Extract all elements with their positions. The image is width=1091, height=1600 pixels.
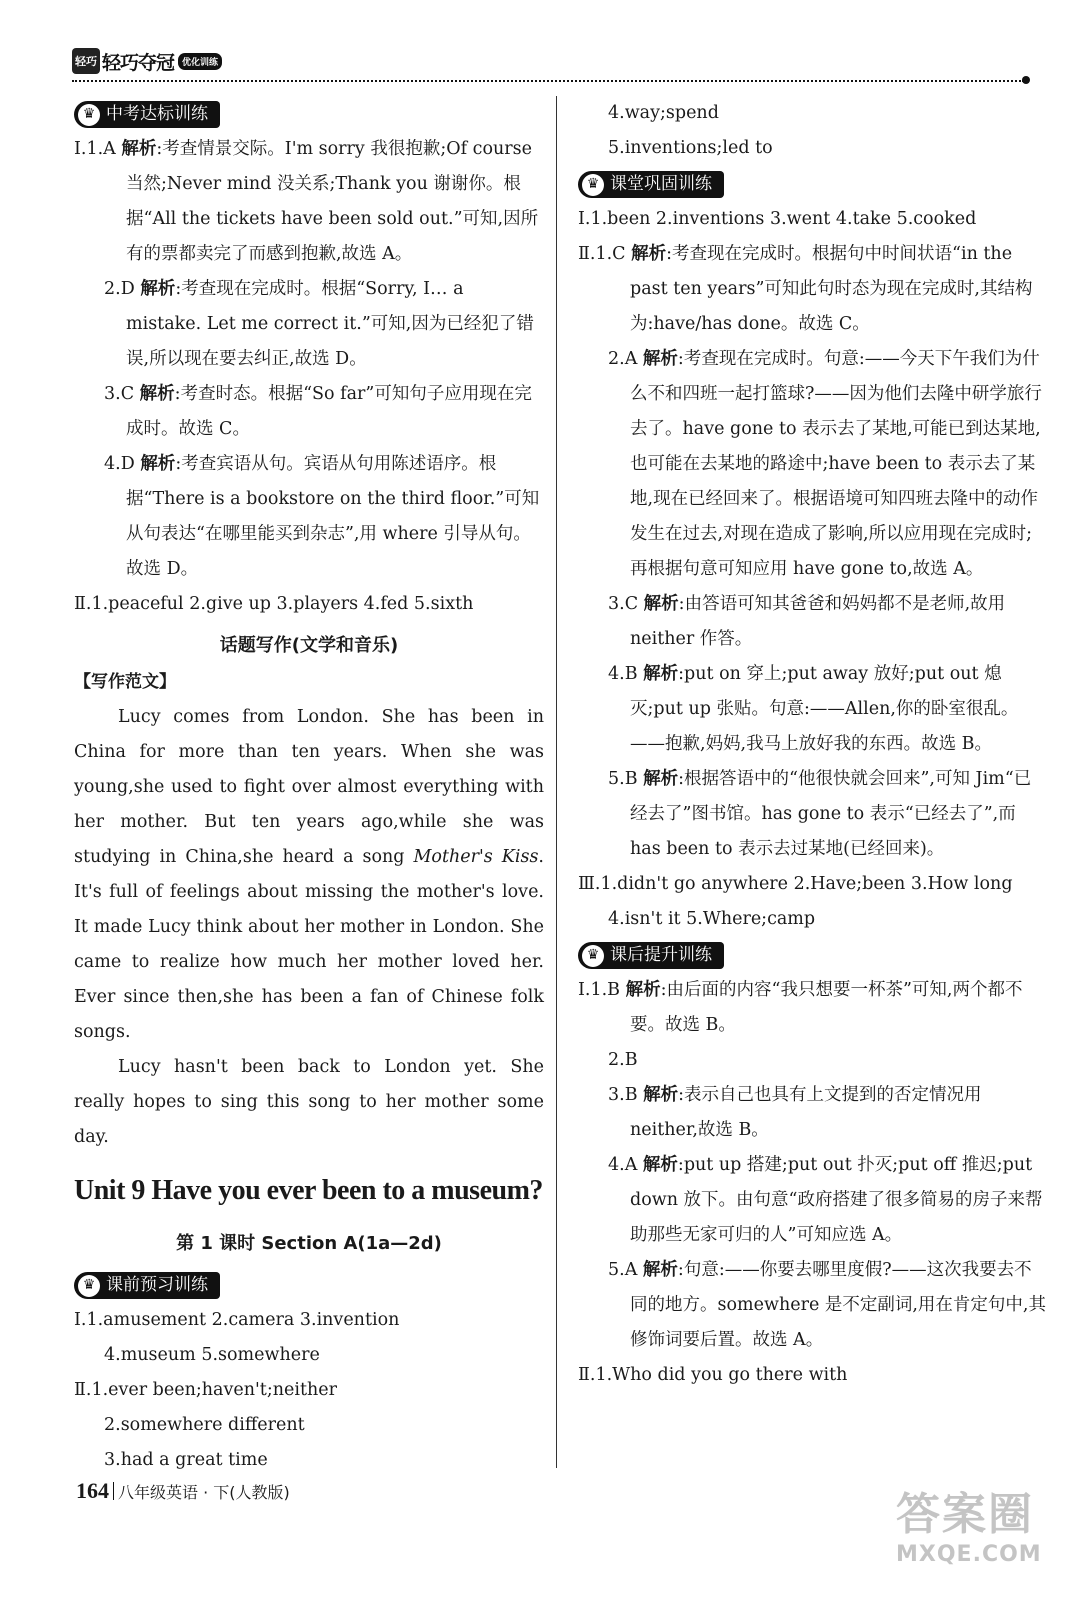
answer-line: 4.way;spend [608,103,719,123]
logo-subtitle: 优化训练 [178,53,222,70]
watermark-logo: 答案圈 [896,1489,1034,1540]
section-badge-classroom: ♛ 课堂巩固训练 [578,171,724,198]
answer-item: Ⅱ.1.C 解析:考查现在完成时。根据句中时间状语“in the past ten years”可知此句时态为现在完成时,其结构为:have/has done。故选 C。 [578,244,1033,334]
lesson-title: 第 1 课时 Section A(1a—2d) [176,1233,442,1254]
section-badge-after-class: ♛ 课后提升训练 [578,942,724,969]
answer-item: 5.A 解析:句意:——你要去哪里度假?——这次我要去不同的地方。somewhere 是不定副词,用在肯定句中,其修饰词要后置。故选 A。 [608,1260,1046,1350]
answer-item: 3.C 解析:考查时态。根据“So far”可知句子应用现在完成时。故选 C。 [104,384,532,439]
column-divider [556,96,557,1468]
sample-label: 【写作范文】 [74,672,176,692]
answer-line: Ⅱ.1.ever been;haven't;neither [74,1380,337,1400]
watermark-url: MXQE.COM [896,1542,1042,1567]
unit-title: Unit 9 Have you ever been to a museum? [74,1175,543,1206]
answer-item: Ⅰ.1.A 解析:考查情景交际。I'm sorry 我很抱歉;Of course 当然;Never mind 没关系;Thank you 谢谢你。根据“All the tickets have been sold out.”可知,因所有的票都卖完了而感到抱歉,故选 A。 [74,139,539,264]
song-title: Mother's Kiss [413,847,539,867]
answer-item: 2.D 解析:考查现在完成时。根据“Sorry, I… a mistake. Let me correct it.”可知,因为已经犯了错误,所以现在要去纠正,故选 D。 [104,279,534,369]
answer-line: 3.had a great time [104,1450,268,1470]
answer-item: 4.A 解析:put up 搭建;put out 扑灭;put off 推迟;put down 放下。由句意“政府搭建了很多简易的房子来帮助那些无家可归的人”可知应选 A。 [608,1155,1043,1245]
book-title: 八年级英语 · 下(人教版) [118,1483,290,1502]
sample-paragraph-1: Lucy comes from London. She has been in China for more than ten years. When she was young,she used to fight over almost everything with her mother. But ten years ago,while she was studying in China,she heard a song Mother's Kiss. It's full of feelings about missing the mother's love. It made Lucy think about her mother in London. She came to realize how much her mother loved her. Ever since then,she has been a fan of Chinese folk songs. [74,707,544,1042]
left-column [74,96,544,1478]
answer-item: 2.A 解析:考查现在完成时。句意:——今天下午我们为什么不和四班一起打篮球?——因为他们去隆中研学旅行去了。have gone to 表示去了某地,可能已到达某地,也可能在去某地的路途中;have been to 表示去了某地,现在已经回来了。根据语境可知四班去隆中的动作发生在过去,对现在造成了影响,所以应用现在完成时;再根据句意可知应用 have gone to,故选 A。 [608,349,1042,579]
answer-item: 5.B 解析:根据答语中的“他很快就会回来”,可知 Jim“已经去了”图书馆。has gone to 表示“已经去了”,而 has been to 表示去过某地(已经回来)。 [608,769,1032,859]
header-dot [1022,76,1030,84]
sample-paragraph-2: Lucy hasn't been back to London yet. She really hopes to sing this song to her mother some day. [74,1057,544,1147]
logo-text: 轻巧夺冠 [102,51,175,74]
answer-item: 2.B [608,1050,638,1070]
logo-mark-icon: 轻巧 [72,48,100,74]
answer-line: Ⅰ.1.amusement 2.camera 3.invention [74,1310,400,1330]
answer-line: Ⅰ.1.been 2.inventions 3.went 4.take 5.cooked [578,209,977,229]
crown-icon: ♛ [78,1275,100,1297]
answer-item: 3.B 解析:表示自己也具有上文提到的否定情况用 neither,故选 B。 [608,1085,982,1140]
brand-logo [72,46,222,76]
answer-line: Ⅲ.1.didn't go anywhere 2.Have;been 3.How long [578,874,1013,894]
page-header [72,46,1030,86]
section-badge-exam: ♛ 中考达标训练 [74,101,220,128]
writing-title: 话题写作(文学和音乐) [219,635,399,656]
watermark [896,1488,1076,1588]
answer-item: 4.D 解析:考查宾语从句。宾语从句用陈述语序。根据“There is a bookstore on the third floor.”可知从句表达“在哪里能买到杂志”,用 where 引导从句。故选 D。 [104,454,540,579]
answer-item: Ⅰ.1.B 解析:由后面的内容“我只想要一杯茶”可知,两个都不要。故选 B。 [578,980,1023,1035]
header-rule [72,80,1024,82]
answer-item: 3.C 解析:由答语可知其爸爸和妈妈都不是老师,故用 neither 作答。 [608,594,1006,649]
answer-line: 4.museum 5.somewhere [104,1345,320,1365]
crown-icon: ♛ [582,174,604,196]
answer-line: 2.somewhere different [104,1415,305,1435]
answer-line: 5.inventions;led to [608,138,773,158]
page-footer [76,1478,290,1504]
crown-icon: ♛ [582,945,604,967]
footer-separator [113,1482,114,1500]
answer-item: 4.B 解析:put on 穿上;put away 放好;put out 熄灭;put up 张贴。句意:——Allen,你的卧室很乱。——抱歉,妈妈,我马上放好我的东西。故选 B。 [608,664,1019,754]
page-number: 164 [76,1478,109,1503]
section-badge-preview: ♛ 课前预习训练 [74,1272,220,1299]
answer-line: 4.isn't it 5.Where;camp [608,909,816,929]
answer-line: Ⅱ.1.Who did you go there with [578,1365,848,1385]
right-column [578,96,1048,1393]
crown-icon: ♛ [78,104,100,126]
answer-line: Ⅱ.1.peaceful 2.give up 3.players 4.fed 5.sixth [74,594,474,614]
